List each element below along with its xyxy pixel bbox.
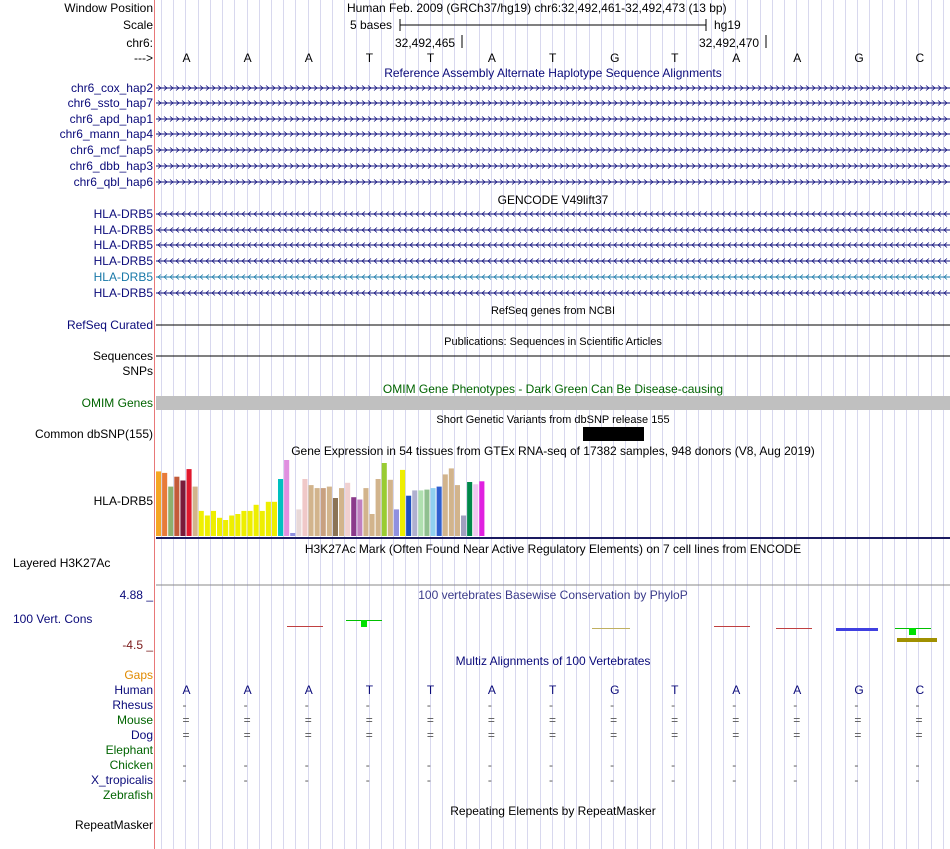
gtex-tissue-bar[interactable]: [351, 497, 356, 536]
multiz-alignment-cell: =: [549, 728, 557, 742]
phylop-score-mark[interactable]: [909, 628, 916, 635]
multiz-alignment-cell: -: [182, 698, 187, 712]
gencode-transcript-label[interactable]: HLA-DRB5: [93, 270, 153, 284]
multiz-species-label[interactable]: Zebrafish: [102, 788, 153, 802]
multiz-alignment-cell: =: [365, 713, 373, 727]
chrom-label: chr6:: [126, 36, 153, 50]
gtex-tissue-bar[interactable]: [418, 490, 423, 536]
multiz-alignment-cell: -: [610, 758, 615, 772]
gtex-tissue-bar[interactable]: [156, 471, 161, 536]
alt-hap-label[interactable]: chr6_dbb_hap3: [69, 159, 153, 173]
multiz-species-label[interactable]: Mouse: [116, 713, 153, 727]
gencode-transcript-label[interactable]: HLA-DRB5: [93, 238, 153, 252]
multiz-alignment-cell: =: [732, 713, 740, 727]
multiz-alignment-cell: T: [365, 683, 374, 697]
multiz-alignment-cell: =: [182, 728, 190, 742]
phylop-score-mark[interactable]: [287, 626, 323, 627]
multiz-alignment-cell: -: [793, 698, 798, 712]
multiz-alignment-cell: A: [304, 683, 313, 697]
base-letter: C: [915, 51, 925, 65]
dbsnp-variant[interactable]: [583, 427, 644, 441]
multiz-alignment-cell: -: [793, 758, 798, 772]
multiz-alignment-cell: =: [610, 728, 618, 742]
gencode-transcript-label[interactable]: HLA-DRB5: [93, 207, 153, 221]
scale-label: Scale: [122, 18, 153, 32]
phylop-max: 4.88 _: [119, 588, 153, 602]
repeatmasker-label[interactable]: RepeatMasker: [74, 818, 153, 832]
multiz-alignment-cell: G: [610, 683, 620, 697]
multiz-species-label[interactable]: Rhesus: [112, 698, 153, 712]
multiz-alignment-cell: T: [549, 683, 557, 697]
gencode-transcript[interactable]: [156, 259, 950, 264]
gtex-tissue-bar[interactable]: [461, 516, 466, 537]
gtex-tissue-bar[interactable]: [406, 496, 411, 536]
gtex-tissue-bar[interactable]: [248, 511, 253, 536]
gtex-tissue-bar[interactable]: [376, 479, 381, 536]
gtex-tissue-bar[interactable]: [187, 469, 192, 536]
gtex-tissue-bar[interactable]: [272, 502, 277, 536]
gtex-tissue-bar[interactable]: [400, 470, 405, 536]
gencode-transcript[interactable]: [156, 228, 950, 233]
gtex-tissue-bar[interactable]: [382, 463, 387, 536]
multiz-alignment-cell: -: [732, 758, 737, 772]
gtex-title[interactable]: Gene Expression in 54 tissues from GTEx RNA-seq of 17382 samples, 948 donors (V8, Aug 2019): [291, 444, 815, 458]
base-letter: G: [610, 51, 620, 65]
multiz-alignment-cell: =: [671, 713, 679, 727]
multiz-alignment-cell: -: [304, 698, 309, 712]
multiz-alignment-cell: -: [732, 773, 737, 787]
multiz-alignment-cell: =: [426, 713, 434, 727]
alt-hap-label[interactable]: chr6_mann_hap4: [59, 127, 153, 141]
multiz-alignment-cell: =: [854, 728, 862, 742]
gtex-tissue-bar[interactable]: [254, 505, 259, 536]
multiz-alignment-cell: =: [487, 713, 495, 727]
multiz-alignment-cell: -: [182, 758, 187, 772]
gtex-tissue-bar[interactable]: [168, 487, 173, 536]
alt-hap-alignment[interactable]: [156, 132, 950, 137]
multiz-alignment-cell: =: [243, 713, 251, 727]
publications-title: Publications: Sequences in Scientific Articles: [444, 336, 662, 348]
gtex-tissue-bar[interactable]: [217, 518, 222, 536]
gtex-tissue-bar[interactable]: [223, 520, 228, 536]
phylop-score-mark[interactable]: [592, 628, 630, 629]
multiz-alignment-cell: -: [304, 758, 309, 772]
refseq-label[interactable]: RefSeq Curated: [66, 318, 153, 332]
omim-title[interactable]: OMIM Gene Phenotypes - Dark Green Can Be Disease-causing: [382, 382, 724, 396]
multiz-species-label[interactable]: Dog: [130, 728, 153, 742]
gtex-tissue-bar[interactable]: [174, 477, 179, 536]
multiz-alignment-cell: -: [671, 698, 676, 712]
alt-hap-alignment[interactable]: [156, 180, 950, 185]
h3k27ac-title[interactable]: H3K27Ac Mark (Often Found Near Active Regulatory Elements) on 7 cell lines from ENCODE: [304, 542, 802, 556]
alt-hap-label[interactable]: chr6_mcf_hap5: [70, 143, 153, 157]
phylop-score-mark[interactable]: [836, 628, 878, 631]
multiz-alignment-cell: -: [426, 698, 431, 712]
multiz-alignment-cell: -: [487, 758, 492, 772]
multiz-alignment-cell: =: [304, 728, 312, 742]
gtex-tissue-bar[interactable]: [321, 488, 326, 536]
strand-label: --->: [134, 51, 153, 65]
multiz-alignment-cell: A: [182, 683, 191, 697]
multiz-alignment-cell: -: [610, 773, 615, 787]
multiz-alignment-cell: -: [549, 698, 553, 712]
gtex-tissue-bar[interactable]: [388, 480, 393, 536]
gtex-tissue-bar[interactable]: [205, 516, 210, 537]
multiz-alignment-cell: =: [365, 728, 373, 742]
multiz-alignment-cell: =: [915, 728, 923, 742]
multiz-alignment-cell: -: [549, 773, 553, 787]
multiz-alignment-cell: =: [304, 713, 312, 727]
gtex-tissue-bar[interactable]: [394, 509, 399, 536]
multiz-alignment-cell: -: [243, 698, 248, 712]
multiz-alignment-cell: C: [915, 683, 925, 697]
phylop-score-mark[interactable]: [897, 638, 937, 642]
repeatmasker-title[interactable]: Repeating Elements by RepeatMasker: [450, 804, 656, 818]
gtex-tissue-bar[interactable]: [437, 487, 442, 536]
multiz-gaps-label: Gaps: [124, 668, 153, 682]
gtex-tissue-bar[interactable]: [290, 533, 295, 536]
alt-hap-alignment[interactable]: [156, 101, 950, 106]
dbsnp-title: Short Genetic Variants from dbSNP release 155: [436, 414, 670, 426]
multiz-alignment-cell: -: [487, 698, 492, 712]
gtex-tissue-bar[interactable]: [431, 488, 436, 536]
multiz-species-label[interactable]: X_tropicalis: [90, 773, 153, 787]
refseq-title: RefSeq genes from NCBI: [490, 305, 616, 317]
gtex-tissue-bar[interactable]: [266, 502, 271, 536]
base-letter: A: [487, 51, 496, 65]
alt-hap-label[interactable]: chr6_cox_hap2: [70, 81, 153, 95]
coord-left: 32,492,465: [395, 36, 456, 50]
multiz-alignment-cell: G: [854, 683, 864, 697]
multiz-alignment-cell: -: [610, 698, 615, 712]
phylop-title[interactable]: 100 vertebrates Basewise Conservation by PhyloP: [418, 588, 688, 602]
gtex-tissue-bar[interactable]: [467, 482, 472, 536]
coord-right: 32,492,470: [699, 36, 760, 50]
gtex-tissue-bar[interactable]: [278, 479, 283, 536]
base-letter: T: [426, 51, 435, 65]
multiz-alignment-cell: -: [365, 698, 370, 712]
gtex-tissue-bar[interactable]: [455, 485, 460, 536]
gencode-transcript-label[interactable]: HLA-DRB5: [93, 223, 153, 237]
multiz-alignment-cell: A: [732, 683, 741, 697]
alt-hap-title[interactable]: Reference Assembly Alternate Haplotype Sequence Alignments: [384, 66, 722, 80]
scale-assembly: hg19: [714, 18, 741, 32]
gtex-tissue-bar[interactable]: [296, 509, 301, 536]
multiz-alignment-cell: -: [365, 758, 370, 772]
window-position-value: Human Feb. 2009 (GRCh37/hg19) chr6:32,492,461-32,492,473 (13 bp): [347, 1, 727, 15]
multiz-alignment-cell: A: [793, 683, 802, 697]
base-letter: A: [243, 51, 252, 65]
omim-gene-bar[interactable]: [156, 396, 950, 410]
gencode-transcript[interactable]: [156, 275, 950, 280]
multiz-alignment-cell: -: [426, 758, 431, 772]
multiz-alignment-cell: =: [426, 728, 434, 742]
multiz-alignment-cell: -: [732, 698, 737, 712]
gtex-tissue-bar[interactable]: [229, 516, 234, 537]
phylop-min: -4.5 _: [122, 638, 153, 652]
phylop-score-mark[interactable]: [776, 628, 812, 629]
gtex-tissue-bar[interactable]: [333, 498, 338, 536]
gtex-tissue-bar[interactable]: [211, 511, 216, 536]
dbsnp-label[interactable]: Common dbSNP(155): [34, 427, 153, 441]
gtex-tissue-bar[interactable]: [339, 488, 344, 536]
gtex-tissue-bar[interactable]: [412, 490, 417, 536]
base-letter: A: [793, 51, 802, 65]
multiz-alignment-cell: -: [854, 698, 859, 712]
gtex-tissue-bar[interactable]: [443, 474, 448, 536]
base-letter: A: [732, 51, 741, 65]
phylop-score-mark[interactable]: [361, 620, 367, 627]
multiz-alignment-cell: =: [549, 713, 557, 727]
base-letter: A: [304, 51, 313, 65]
phylop-label[interactable]: 100 Vert. Cons: [13, 612, 93, 626]
gtex-tissue-bar[interactable]: [199, 511, 204, 536]
multiz-alignment-cell: =: [671, 728, 679, 742]
multiz-alignment-cell: -: [915, 773, 920, 787]
gtex-tissue-bar[interactable]: [260, 511, 265, 536]
multiz-alignment-cell: T: [671, 683, 679, 697]
gencode-transcript-label[interactable]: HLA-DRB5: [93, 286, 153, 300]
window-position-label: Window Position: [64, 1, 153, 15]
gencode-transcript[interactable]: [156, 212, 950, 217]
multiz-alignment-cell: -: [304, 773, 309, 787]
multiz-alignment-cell: =: [243, 728, 251, 742]
gtex-tissue-bar[interactable]: [363, 488, 368, 536]
multiz-alignment-cell: T: [426, 683, 435, 697]
gtex-tissue-bar[interactable]: [309, 485, 314, 536]
multiz-alignment-cell: -: [549, 758, 553, 772]
gtex-tissue-bar[interactable]: [162, 473, 167, 536]
alt-hap-alignment[interactable]: [156, 117, 950, 122]
publications-label[interactable]: Sequences: [92, 349, 153, 363]
multiz-alignment-cell: A: [487, 683, 496, 697]
gtex-tissue-bar[interactable]: [180, 481, 185, 537]
gtex-tissue-bar[interactable]: [193, 487, 198, 536]
scale-value: 5 bases: [350, 18, 393, 32]
multiz-alignment-cell: -: [487, 773, 492, 787]
multiz-title[interactable]: Multiz Alignments of 100 Vertebrates: [455, 654, 651, 668]
multiz-alignment-cell: =: [487, 728, 495, 742]
multiz-alignment-cell: -: [243, 758, 248, 772]
gencode-title[interactable]: GENCODE V49lift37: [497, 193, 609, 207]
multiz-alignment-cell: =: [610, 713, 618, 727]
multiz-alignment-cell: -: [182, 773, 187, 787]
alt-hap-label[interactable]: chr6_qbl_hap6: [73, 175, 153, 189]
base-letter: T: [671, 51, 679, 65]
gtex-gene-label[interactable]: HLA-DRB5: [93, 494, 153, 508]
multiz-alignment-cell: A: [243, 683, 252, 697]
omim-label[interactable]: OMIM Genes: [81, 396, 153, 410]
multiz-alignment-cell: =: [793, 713, 801, 727]
multiz-alignment-cell: =: [854, 713, 862, 727]
multiz-alignment-cell: -: [671, 773, 676, 787]
multiz-alignment-cell: =: [732, 728, 740, 742]
multiz-alignment-cell: -: [365, 773, 370, 787]
gtex-tissue-bar[interactable]: [235, 514, 240, 536]
multiz-alignment-cell: =: [915, 713, 923, 727]
h3k27ac-label[interactable]: Layered H3K27Ac: [13, 556, 111, 570]
gencode-transcript[interactable]: [156, 243, 950, 248]
multiz-alignment-cell: -: [915, 758, 920, 772]
gencode-transcript-label[interactable]: HLA-DRB5: [93, 254, 153, 268]
multiz-alignment-cell: -: [854, 773, 859, 787]
multiz-species-label[interactable]: Chicken: [109, 758, 153, 772]
snps-label: SNPs: [122, 364, 153, 378]
multiz-species-label[interactable]: Elephant: [105, 743, 153, 757]
multiz-alignment-cell: =: [182, 713, 190, 727]
gencode-transcript[interactable]: [156, 291, 950, 296]
multiz-alignment-cell: -: [793, 773, 798, 787]
gtex-tissue-bar[interactable]: [370, 514, 375, 536]
gtex-tissue-bar[interactable]: [241, 511, 246, 536]
multiz-alignment-cell: -: [243, 773, 248, 787]
alt-hap-alignment[interactable]: [156, 148, 950, 153]
gtex-tissue-bar[interactable]: [424, 490, 429, 536]
gtex-tissue-bar[interactable]: [315, 488, 320, 536]
multiz-alignment-cell: -: [915, 698, 920, 712]
gtex-tissue-bar[interactable]: [357, 500, 362, 537]
alt-hap-label[interactable]: chr6_ssto_hap7: [67, 96, 153, 110]
gtex-tissue-bar[interactable]: [302, 479, 307, 536]
base-letter: T: [365, 51, 374, 65]
alt-hap-label[interactable]: chr6_apd_hap1: [69, 112, 153, 126]
multiz-alignment-cell: -: [854, 758, 859, 772]
multiz-species-label[interactable]: Human: [114, 683, 153, 697]
multiz-alignment-cell: -: [671, 758, 676, 772]
alt-hap-alignment[interactable]: [156, 164, 950, 169]
gtex-tissue-bar[interactable]: [345, 483, 350, 536]
gtex-tissue-bar[interactable]: [327, 487, 332, 536]
multiz-alignment-cell: -: [426, 773, 431, 787]
gtex-tissue-bar[interactable]: [284, 460, 289, 536]
gtex-tissue-bar[interactable]: [449, 468, 454, 536]
gtex-tissue-bar[interactable]: [479, 481, 484, 536]
base-letter: T: [549, 51, 557, 65]
gtex-tissue-bar[interactable]: [473, 484, 478, 536]
phylop-score-mark[interactable]: [714, 626, 750, 627]
base-letter: A: [182, 51, 191, 65]
alt-hap-alignment[interactable]: [156, 86, 950, 91]
multiz-alignment-cell: =: [793, 728, 801, 742]
base-letter: G: [854, 51, 864, 65]
